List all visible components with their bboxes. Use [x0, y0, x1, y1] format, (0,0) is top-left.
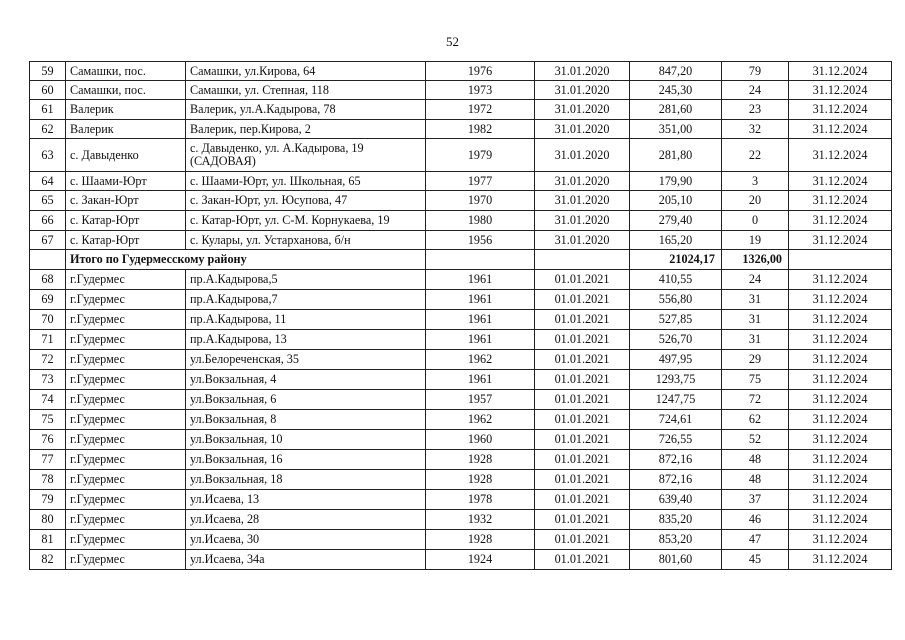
area: 726,55	[630, 430, 722, 450]
resident-count: 75	[722, 370, 789, 390]
inclusion-date: 01.01.2021	[535, 530, 630, 550]
table-row	[30, 120, 892, 139]
table-row	[30, 410, 892, 430]
row-number: 76	[30, 430, 66, 450]
table-row	[30, 430, 892, 450]
row-number: 71	[30, 330, 66, 350]
year-built: 1928	[426, 450, 535, 470]
end-date: 31.12.2024	[789, 310, 892, 330]
year-built: 1961	[426, 310, 535, 330]
year-built: 1961	[426, 290, 535, 310]
table-row	[30, 290, 892, 310]
area: 639,40	[630, 490, 722, 510]
row-number: 74	[30, 390, 66, 410]
end-date: 31.12.2024	[789, 120, 892, 139]
end-date: 31.12.2024	[789, 139, 892, 172]
end-date: 31.12.2024	[789, 430, 892, 450]
row-number: 65	[30, 191, 66, 211]
inclusion-date: 31.01.2020	[535, 191, 630, 211]
end-date: 31.12.2024	[789, 231, 892, 250]
address: Валерик, ул.А.Кадырова, 78	[186, 100, 426, 120]
locality: г.Гудермес	[66, 290, 186, 310]
row-number: 62	[30, 120, 66, 139]
address: с. Кулары, ул. Устарханова, б/н	[186, 231, 426, 250]
row-number: 60	[30, 81, 66, 100]
area: 497,95	[630, 350, 722, 370]
table-row	[30, 270, 892, 290]
table-row	[30, 211, 892, 231]
locality: г.Гудермес	[66, 550, 186, 570]
resident-count: 24	[722, 81, 789, 100]
year-built: 1961	[426, 370, 535, 390]
table-row	[30, 470, 892, 490]
resident-count: 37	[722, 490, 789, 510]
resident-count: 32	[722, 120, 789, 139]
area: 1247,75	[630, 390, 722, 410]
row-number: 75	[30, 410, 66, 430]
address: пр.А.Кадырова, 11	[186, 310, 426, 330]
row-number: 67	[30, 231, 66, 250]
address: ул.Исаева, 34а	[186, 550, 426, 570]
address: ул.Вокзальная, 6	[186, 390, 426, 410]
resident-count: 20	[722, 191, 789, 211]
locality: Самашки, пос.	[66, 81, 186, 100]
address: ул.Вокзальная, 18	[186, 470, 426, 490]
resident-count: 45	[722, 550, 789, 570]
year-built: 1961	[426, 330, 535, 350]
resident-count: 79	[722, 62, 789, 81]
area: 527,85	[630, 310, 722, 330]
resident-count: 19	[722, 231, 789, 250]
page-number: 52	[446, 34, 459, 49]
row-number: 70	[30, 310, 66, 330]
area: 245,30	[630, 81, 722, 100]
year-built: 1957	[426, 390, 535, 410]
end-date-cell	[789, 250, 892, 270]
area: 556,80	[630, 290, 722, 310]
area: 279,40	[630, 211, 722, 231]
locality: г.Гудермес	[66, 330, 186, 350]
total-area: 21024,17	[630, 250, 722, 270]
housing-registry-table	[29, 61, 892, 570]
locality: г.Гудермес	[66, 350, 186, 370]
row-number: 82	[30, 550, 66, 570]
table-row	[30, 370, 892, 390]
row-number: 77	[30, 450, 66, 470]
resident-count: 48	[722, 450, 789, 470]
address: ул.Вокзальная, 10	[186, 430, 426, 450]
year-built: 1972	[426, 100, 535, 120]
end-date: 31.12.2024	[789, 450, 892, 470]
locality: с. Давыденко	[66, 139, 186, 172]
total-row	[30, 250, 892, 270]
registry-body	[30, 62, 892, 570]
locality: г.Гудермес	[66, 270, 186, 290]
resident-count: 3	[722, 172, 789, 191]
area: 835,20	[630, 510, 722, 530]
row-number: 81	[30, 530, 66, 550]
inclusion-date: 31.01.2020	[535, 100, 630, 120]
locality: г.Гудермес	[66, 490, 186, 510]
table-row	[30, 450, 892, 470]
inclusion-date: 01.01.2021	[535, 290, 630, 310]
locality: с. Закан-Юрт	[66, 191, 186, 211]
row-number: 69	[30, 290, 66, 310]
table-row	[30, 172, 892, 191]
table-row	[30, 350, 892, 370]
area: 526,70	[630, 330, 722, 350]
inclusion-date: 31.01.2020	[535, 139, 630, 172]
row-number: 59	[30, 62, 66, 81]
address: с. Катар-Юрт, ул. С-М. Корнукаева, 19	[186, 211, 426, 231]
table-row	[30, 81, 892, 100]
year-built: 1982	[426, 120, 535, 139]
table-row	[30, 390, 892, 410]
area: 410,55	[630, 270, 722, 290]
year-built: 1961	[426, 270, 535, 290]
address: ул.Белореченская, 35	[186, 350, 426, 370]
table-row	[30, 550, 892, 570]
resident-count: 47	[722, 530, 789, 550]
address: с. Закан-Юрт, ул. Юсупова, 47	[186, 191, 426, 211]
end-date: 31.12.2024	[789, 390, 892, 410]
inclusion-date: 01.01.2021	[535, 310, 630, 330]
date-cell	[535, 250, 630, 270]
address: пр.А.Кадырова,7	[186, 290, 426, 310]
address: ул.Вокзальная, 16	[186, 450, 426, 470]
inclusion-date: 01.01.2021	[535, 550, 630, 570]
end-date: 31.12.2024	[789, 290, 892, 310]
address: ул.Исаева, 28	[186, 510, 426, 530]
table-row	[30, 191, 892, 211]
year-built: 1956	[426, 231, 535, 250]
end-date: 31.12.2024	[789, 191, 892, 211]
year-built: 1980	[426, 211, 535, 231]
locality: с. Катар-Юрт	[66, 231, 186, 250]
total-label: Итого по Гудермесскому району	[66, 250, 426, 270]
row-number: 72	[30, 350, 66, 370]
inclusion-date: 31.01.2020	[535, 211, 630, 231]
year-built: 1928	[426, 530, 535, 550]
year-built: 1924	[426, 550, 535, 570]
inclusion-date: 31.01.2020	[535, 231, 630, 250]
resident-count: 46	[722, 510, 789, 530]
row-number-cell	[30, 250, 66, 270]
resident-count: 22	[722, 139, 789, 172]
year-built: 1977	[426, 172, 535, 191]
resident-count: 23	[722, 100, 789, 120]
end-date: 31.12.2024	[789, 211, 892, 231]
address: пр.А.Кадырова,5	[186, 270, 426, 290]
inclusion-date: 01.01.2021	[535, 490, 630, 510]
end-date: 31.12.2024	[789, 370, 892, 390]
year-built: 1973	[426, 81, 535, 100]
address: ул.Вокзальная, 8	[186, 410, 426, 430]
row-number: 73	[30, 370, 66, 390]
year-built: 1962	[426, 350, 535, 370]
inclusion-date: 01.01.2021	[535, 510, 630, 530]
end-date: 31.12.2024	[789, 100, 892, 120]
area: 281,60	[630, 100, 722, 120]
end-date: 31.12.2024	[789, 530, 892, 550]
resident-count: 0	[722, 211, 789, 231]
area: 205,10	[630, 191, 722, 211]
inclusion-date: 01.01.2021	[535, 450, 630, 470]
end-date: 31.12.2024	[789, 490, 892, 510]
row-number: 80	[30, 510, 66, 530]
resident-count: 72	[722, 390, 789, 410]
resident-count: 48	[722, 470, 789, 490]
end-date: 31.12.2024	[789, 410, 892, 430]
locality: г.Гудермес	[66, 470, 186, 490]
inclusion-date: 31.01.2020	[535, 120, 630, 139]
locality: г.Гудермес	[66, 370, 186, 390]
resident-count: 24	[722, 270, 789, 290]
area: 872,16	[630, 470, 722, 490]
area: 179,90	[630, 172, 722, 191]
table-row	[30, 139, 892, 172]
end-date: 31.12.2024	[789, 550, 892, 570]
area: 847,20	[630, 62, 722, 81]
resident-count: 31	[722, 310, 789, 330]
year-cell	[426, 250, 535, 270]
year-built: 1960	[426, 430, 535, 450]
locality: г.Гудермес	[66, 530, 186, 550]
area: 801,60	[630, 550, 722, 570]
row-number: 68	[30, 270, 66, 290]
table-row	[30, 530, 892, 550]
inclusion-date: 01.01.2021	[535, 270, 630, 290]
resident-count: 29	[722, 350, 789, 370]
year-built: 1978	[426, 490, 535, 510]
inclusion-date: 31.01.2020	[535, 81, 630, 100]
address: с. Шаами-Юрт, ул. Школьная, 65	[186, 172, 426, 191]
row-number: 79	[30, 490, 66, 510]
resident-count: 31	[722, 330, 789, 350]
locality: Самашки, пос.	[66, 62, 186, 81]
inclusion-date: 01.01.2021	[535, 410, 630, 430]
address: с. Давыденко, ул. А.Кадырова, 19 (САДОВАЯ)	[186, 139, 426, 172]
end-date: 31.12.2024	[789, 270, 892, 290]
address: пр.А.Кадырова, 13	[186, 330, 426, 350]
end-date: 31.12.2024	[789, 470, 892, 490]
area: 853,20	[630, 530, 722, 550]
table-row	[30, 490, 892, 510]
locality: г.Гудермес	[66, 310, 186, 330]
row-number: 78	[30, 470, 66, 490]
end-date: 31.12.2024	[789, 81, 892, 100]
table-row	[30, 62, 892, 81]
area: 724,61	[630, 410, 722, 430]
table-row	[30, 330, 892, 350]
address: Самашки, ул.Кирова, 64	[186, 62, 426, 81]
inclusion-date: 01.01.2021	[535, 350, 630, 370]
inclusion-date: 31.01.2020	[535, 62, 630, 81]
area: 872,16	[630, 450, 722, 470]
locality: г.Гудермес	[66, 510, 186, 530]
address: Самашки, ул. Степная, 118	[186, 81, 426, 100]
locality: с. Катар-Юрт	[66, 211, 186, 231]
address: Валерик, пер.Кирова, 2	[186, 120, 426, 139]
end-date: 31.12.2024	[789, 510, 892, 530]
row-number: 61	[30, 100, 66, 120]
year-built: 1962	[426, 410, 535, 430]
row-number: 63	[30, 139, 66, 172]
locality: г.Гудермес	[66, 390, 186, 410]
row-number: 64	[30, 172, 66, 191]
inclusion-date: 01.01.2021	[535, 330, 630, 350]
year-built: 1979	[426, 139, 535, 172]
table-row	[30, 510, 892, 530]
area: 351,00	[630, 120, 722, 139]
address: ул.Исаева, 30	[186, 530, 426, 550]
table-row	[30, 310, 892, 330]
year-built: 1976	[426, 62, 535, 81]
inclusion-date: 31.01.2020	[535, 172, 630, 191]
resident-count: 31	[722, 290, 789, 310]
locality: Валерик	[66, 100, 186, 120]
resident-count: 62	[722, 410, 789, 430]
area: 281,80	[630, 139, 722, 172]
year-built: 1970	[426, 191, 535, 211]
area: 165,20	[630, 231, 722, 250]
area: 1293,75	[630, 370, 722, 390]
year-built: 1932	[426, 510, 535, 530]
locality: Валерик	[66, 120, 186, 139]
inclusion-date: 01.01.2021	[535, 390, 630, 410]
end-date: 31.12.2024	[789, 172, 892, 191]
address: ул.Исаева, 13	[186, 490, 426, 510]
end-date: 31.12.2024	[789, 330, 892, 350]
locality: г.Гудермес	[66, 450, 186, 470]
end-date: 31.12.2024	[789, 62, 892, 81]
locality: г.Гудермес	[66, 430, 186, 450]
year-built: 1928	[426, 470, 535, 490]
total-count: 1326,00	[722, 250, 789, 270]
end-date: 31.12.2024	[789, 350, 892, 370]
inclusion-date: 01.01.2021	[535, 370, 630, 390]
table-row	[30, 100, 892, 120]
row-number: 66	[30, 211, 66, 231]
inclusion-date: 01.01.2021	[535, 430, 630, 450]
locality: с. Шаами-Юрт	[66, 172, 186, 191]
inclusion-date: 01.01.2021	[535, 470, 630, 490]
locality: г.Гудермес	[66, 410, 186, 430]
address: ул.Вокзальная, 4	[186, 370, 426, 390]
resident-count: 52	[722, 430, 789, 450]
table-row	[30, 231, 892, 250]
